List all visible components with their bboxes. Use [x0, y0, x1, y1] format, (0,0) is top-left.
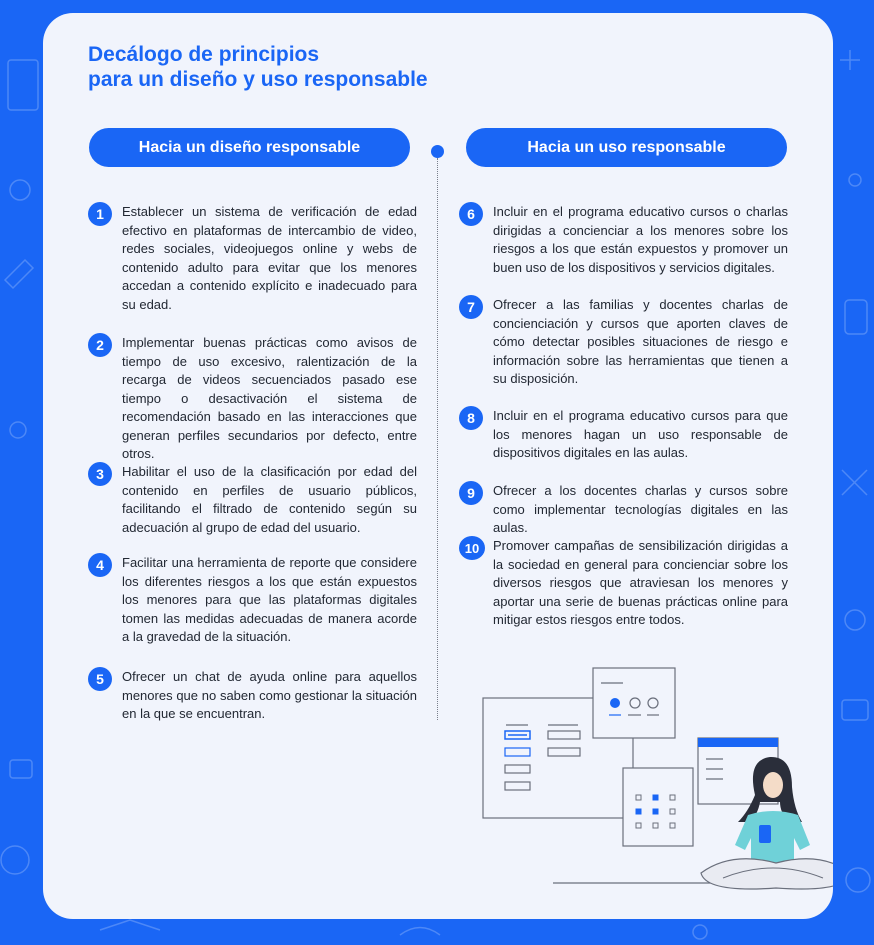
principle-item [459, 295, 789, 389]
principle-text: Incluir en el programa educativo cursos o charlas dirigidas a concienciar a los menores sobre los riesgos a los que están expuestos y promover un buen uso de los dispositivos y servicios digitales. [493, 204, 788, 275]
principle-item [459, 536, 789, 630]
principle-number: 5 [88, 667, 112, 691]
page-subtitle: para un diseño y uso responsable [88, 68, 428, 91]
principle-item [88, 462, 418, 537]
principle-text: Establecer un sistema de verificación de edad efectivo en plataformas de intercambio de video, redes sociales, videojuegos online y webs de contenido adulto para evitar que los menores accedan a contenido explícito e inadecuado para su edad. [122, 204, 417, 312]
principle-number: 2 [88, 333, 112, 357]
principle-number: 9 [459, 481, 483, 505]
principle-number: 4 [88, 553, 112, 577]
principle-number: 3 [88, 462, 112, 486]
principle-number: 1 [88, 202, 112, 226]
principle-number: 10 [459, 536, 485, 560]
principle-number: 8 [459, 406, 483, 430]
principle-text: Ofrecer a las familias y docentes charlas de concienciación y cursos que aporten claves de cómo detectar posibles situaciones de riesgo e información sobre las herramientas que tienen a su disposición. [493, 297, 788, 386]
divider-dot [431, 145, 444, 158]
design-column-header: Hacia un diseño responsable [89, 128, 410, 167]
column-divider [437, 158, 438, 720]
principle-number: 7 [459, 295, 483, 319]
principle-item [88, 667, 418, 724]
principle-number: 6 [459, 202, 483, 226]
principle-text: Ofrecer un chat de ayuda online para aquellos menores que no saben como gestionar la situación en la que se encuentran. [122, 669, 417, 721]
decalogue-card [43, 13, 833, 919]
principle-item [459, 406, 789, 463]
principle-text: Promover campañas de sensibilización dirigidas a la sociedad en general para concienciar sobre los diversos riesgos que atraviesan los menores y aportar una serie de buenas prácticas online para mitigar estos riesgos entre todos. [493, 538, 788, 627]
principle-item [459, 202, 789, 277]
principle-text: Facilitar una herramienta de reporte que considere los diferentes riesgos a los que están expuestos los menores para que las plataformas digitales tomen las medidas adecuadas de manera acorde a la gravedad de la situación. [122, 555, 417, 644]
principle-text: Ofrecer a los docentes charlas y cursos sobre como implementar tecnologías digitales en las aulas. [493, 483, 788, 535]
principle-item [459, 481, 789, 538]
principle-text: Incluir en el programa educativo cursos para que los menores hagan un uso responsable de dispositivos digitales en las aulas. [493, 408, 788, 460]
principle-text: Implementar buenas prácticas como avisos de tiempo de uso excesivo, ralentización de la recarga de videos secuenciados pasado ese tiempo o desactivación el sistema de recomendación basado en las interacciones que generan perfiles secundarios por defecto, entre otros. [122, 335, 417, 461]
page-title: Decálogo de principios [88, 43, 320, 66]
principle-item [88, 202, 418, 314]
principle-text: Habilitar el uso de la clasificación por edad del contenido en perfiles de usuario públicos, facilitando el filtrado de contenido según su adecuación al grupo de edad del usuario. [122, 464, 417, 535]
principle-item [88, 333, 418, 464]
woman-with-phone-illustration [473, 663, 833, 903]
principle-item [88, 553, 418, 647]
use-column-header: Hacia un uso responsable [466, 128, 787, 167]
